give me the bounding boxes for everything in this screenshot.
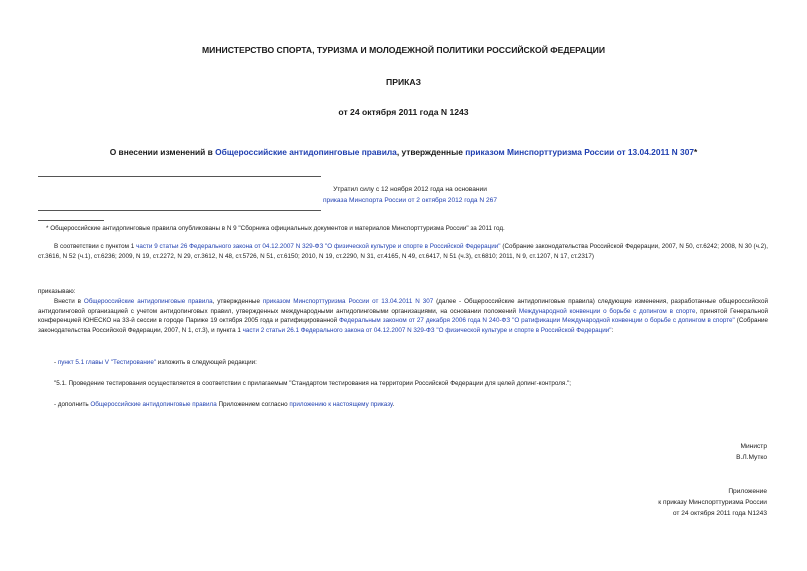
signature-block [736, 441, 767, 463]
expiry-link[interactable]: приказа Минспорта России от 2 октября 2012 года N 267 [322, 197, 498, 204]
item-2-post: . [392, 401, 395, 408]
title-text-mid: , утвержденные [396, 147, 466, 157]
appendix-line-2: к приказу Минспорттуризма России [658, 499, 767, 506]
body-text-6: : [611, 326, 614, 334]
body-link-rules[interactable]: Общероссийские антидопинговые правила [83, 298, 213, 305]
expiry-text: Утратил силу с 12 ноября 2012 года на основании [333, 186, 487, 193]
doc-type-heading: ПРИКАЗ [386, 77, 421, 87]
expiry-note [250, 184, 570, 206]
footnote-divider [38, 220, 104, 221]
date-number-heading: от 24 октября 2011 года N 1243 [338, 107, 469, 117]
item-2-link-appendix[interactable]: приложению к настоящему приказу [289, 401, 393, 408]
title-text-post: * [694, 147, 698, 157]
title-text-pre: О внесении изменений в [109, 147, 216, 157]
divider-bottom [38, 210, 321, 211]
divider-top [38, 176, 321, 177]
appendix-block [658, 486, 767, 519]
title-link-order[interactable]: приказом Минспорттуризма России от 13.04.2011 N 307 [465, 147, 695, 157]
item-2-mid: Приложением согласно [216, 401, 290, 408]
body-text-3: (далее - Общероссийские антидопинговые правила) следующие изменения, разработанные общероссийской антидопинговой организацией с учетом антидопинговых правил, утвержденных международными антидопинговыми организациями, на основании положений [38, 298, 768, 315]
body-text-5: (Собрание законодательства Российской Федерации, 2007, N 1, ст.3), и пункта 1 [38, 317, 768, 334]
body-text-1: Внести в [54, 298, 84, 305]
body-link-convention[interactable]: Международной конвенции о борьбе с допингом в спорте [518, 307, 696, 315]
item-1 [54, 358, 257, 368]
preamble-link-law[interactable]: части 9 статьи 26 Федерального закона от 04.12.2007 N 329-ФЗ "О физической культуре и спорте в Российской Федерации" [136, 243, 501, 250]
item-1-post: изложить в следующей редакции: [156, 359, 257, 366]
appendix-line-3: от 24 октября 2011 года N1243 [672, 510, 767, 517]
body-link-order[interactable]: приказом Минспорттуризма России от 13.04.2011 N 307 [262, 298, 434, 305]
title-link-rules[interactable]: Общероссийские антидопинговые правила [215, 147, 397, 157]
item-1-pre: - [54, 359, 58, 366]
footnote-text: * Общероссийские антидопинговые правила опубликованы в N 9 "Сборника официальных документов и материалов Минспорттуризма России" за 2011 год. [46, 225, 505, 232]
body-text-2: , утвержденные [212, 298, 263, 305]
preamble-text-2: (Собрание законодательства Российской Федерации, 2007, N 50, ст.6242; 2008, N 30 (ч.2), ст.3616, N 52 (ч.1), ст.6236; 2009, N 19, ст.2272, N 29, ст.3612, N 48, ст.5726, N 51, ст.6150; 2010, N 19, ст.2290, N 31, ст.4165, N 49, ст.6417, N 51 (ч.3), ст.6810; 2011, N 9, ст.1207, N 17, ст.2317) [38, 243, 768, 260]
document-title [0, 147, 807, 157]
body-paragraph [38, 297, 768, 335]
item-1-link[interactable]: пункт 5.1 главы V "Тестирование" [57, 359, 157, 366]
appendix-line-1: Приложение [728, 488, 767, 495]
body-text-4: , принятой Генеральной конференцией ЮНЕСКО на 33-й сессии в городе Париже 19 октября 2005 года и ратифицированной [38, 307, 769, 324]
preamble-text-1: В соответствии с пунктом 1 [54, 243, 137, 250]
signature-role: Министр [740, 443, 767, 450]
quote-text: "5.1. Проведение тестирования осуществляется в соответствии с прилагаемым "Стандартом тестирования на территории Российской Федерации для целей допинг-контроля."; [54, 380, 572, 387]
ministry-heading: МИНИСТЕРСТВО СПОРТА, ТУРИЗМА И МОЛОДЕЖНОЙ ПОЛИТИКИ РОССИЙСКОЙ ФЕДЕРАЦИИ [202, 45, 605, 55]
body-link-federal-law[interactable]: Федеральным законом от 27 декабря 2006 года N 240-ФЗ "О ратификации Международной конвенции о борьбе с допингом в спорте" [339, 317, 735, 324]
item-2-link-rules[interactable]: Общероссийские антидопинговые правила [90, 401, 217, 408]
item-2-pre: - дополнить [54, 401, 91, 408]
preamble-paragraph [38, 242, 768, 261]
order-word: приказываю: [38, 288, 76, 295]
item-2 [54, 400, 394, 410]
signature-name: В.Л.Мутко [736, 454, 767, 461]
body-link-article[interactable]: части 2 статьи 26.1 Федерального закона от 04.12.2007 N 329-ФЗ "О физической культуре и спорте в Российской Федерации" [242, 326, 612, 334]
